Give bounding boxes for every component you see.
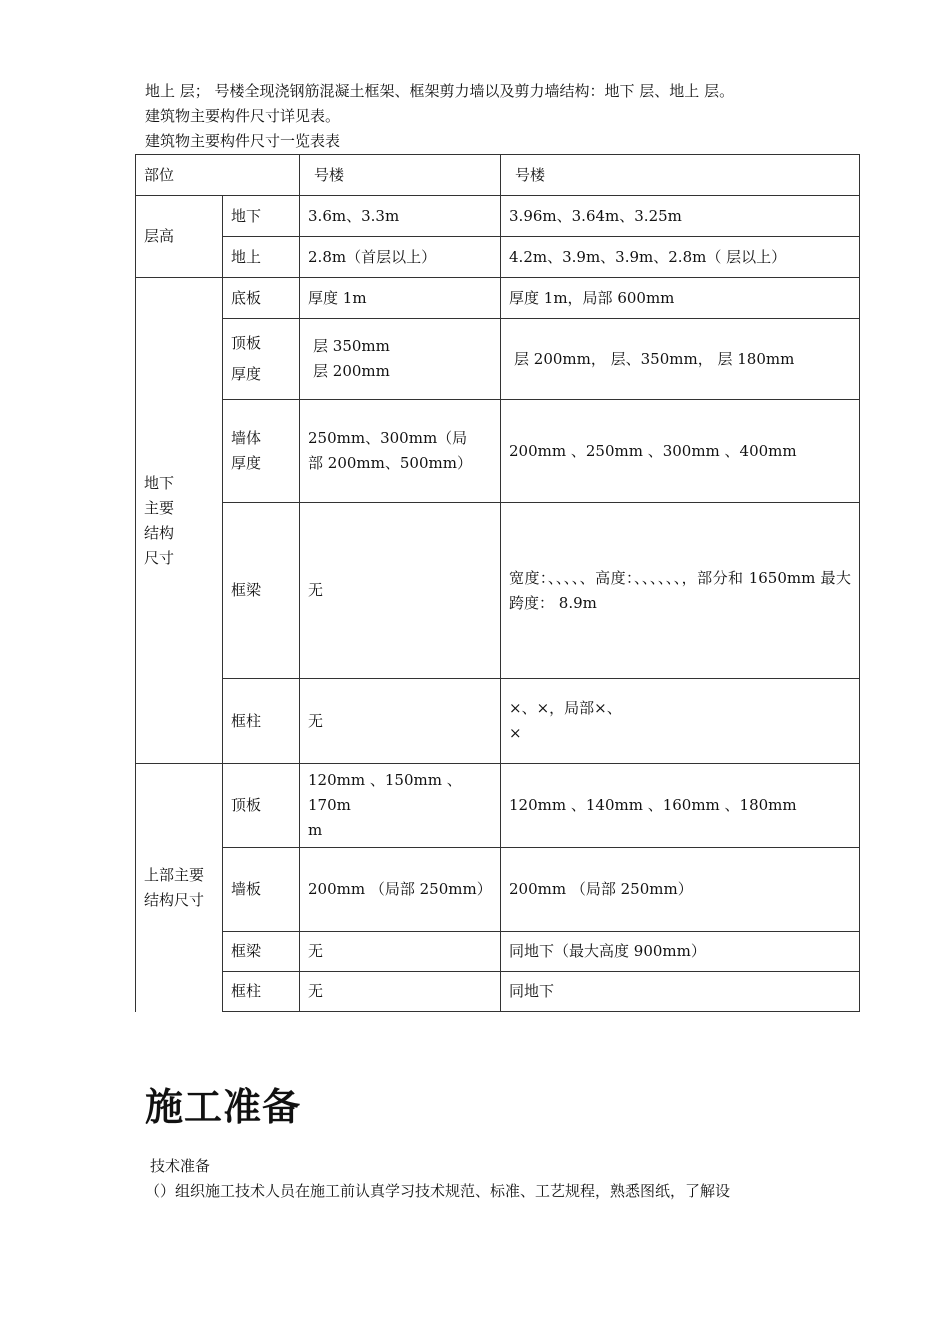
body-paragraph: （）组织施工技术人员在施工前认真学习技术规范、标准、工艺规程，熟悉图纸，了解设 <box>145 1182 731 1200</box>
cell-building-a: 厚度 1m <box>300 278 501 319</box>
cell-text: ×、×，局部×、 <box>509 699 622 717</box>
cell-building-a: 200mm （局部 250mm） <box>300 848 501 932</box>
label-text: 厚度 <box>231 454 262 472</box>
intro-line-1: 地上 层； 号楼全现浇钢筋混凝土框架、框架剪力墙以及剪力墙结构：地下 层、地上 层。 <box>145 82 735 100</box>
table-row <box>136 400 860 503</box>
row-label: 框柱 <box>223 679 300 764</box>
cell-building-b: 120mm 、140mm 、160mm 、180mm <box>501 764 860 848</box>
row-label: 地上 <box>223 237 300 278</box>
row-label <box>223 400 300 503</box>
cell-building-a <box>300 764 501 848</box>
table-row <box>136 278 860 319</box>
cell-building-b <box>501 679 860 764</box>
component-size-table <box>135 154 860 1012</box>
cell-building-b: 层 200mm， 层、350mm， 层 180mm <box>501 319 860 400</box>
row-label: 框梁 <box>223 932 300 972</box>
group-text: 上部主要 <box>144 865 205 884</box>
table-row <box>136 932 860 972</box>
cell-building-b: 200mm 、250mm 、300mm 、400mm <box>501 400 860 503</box>
row-label: 框柱 <box>223 972 300 1012</box>
cell-building-a <box>300 319 501 400</box>
cell-building-b: 3.96m、3.64m、3.25m <box>501 196 860 237</box>
group-text: 尺寸 <box>144 548 175 567</box>
intro-line-2: 建筑物主要构件尺寸详见表。 <box>145 107 341 125</box>
group-storey-height: 层高 <box>136 196 223 278</box>
label-text: 顶板 <box>231 334 262 352</box>
cell-building-a: 2.8m（首层以上） <box>300 237 501 278</box>
cell-building-b: 宽度：、、、、、高度：、、、、、、，部分和 1650mm 最大跨度： 8.9m <box>501 503 860 679</box>
table-row <box>136 237 860 278</box>
cell-text: 250mm、300mm（局 <box>308 429 468 447</box>
section-heading: 施工准备 <box>145 1085 302 1129</box>
table-row <box>136 848 860 932</box>
group-text: 地下 <box>144 473 175 492</box>
table-header-row <box>136 155 860 196</box>
cell-text: 层 200mm <box>313 362 390 380</box>
cell-building-a: 无 <box>300 503 501 679</box>
table-row <box>136 764 860 848</box>
cell-building-a: 无 <box>300 972 501 1012</box>
group-text: 主要 <box>144 498 175 517</box>
cell-building-b: 200mm （局部 250mm） <box>501 848 860 932</box>
group-text: 结构尺寸 <box>144 890 205 909</box>
row-label: 底板 <box>223 278 300 319</box>
row-label <box>223 319 300 400</box>
table-row <box>136 196 860 237</box>
cell-building-b: 厚度 1m，局部 600mm <box>501 278 860 319</box>
cell-building-b: 同地下 <box>501 972 860 1012</box>
table-row <box>136 319 860 400</box>
group-superstructure <box>136 764 223 1012</box>
cell-building-b: 4.2m、3.9m、3.9m、2.8m（ 层以上） <box>501 237 860 278</box>
row-label: 地下 <box>223 196 300 237</box>
table-caption: 建筑物主要构件尺寸一览表表 <box>145 132 341 150</box>
header-building-a: 号楼 <box>300 155 501 196</box>
table-row <box>136 503 860 679</box>
cell-building-b: 同地下（最大高度 900mm） <box>501 932 860 972</box>
cell-text: × <box>509 724 522 742</box>
label-text: 墙体 <box>231 429 262 447</box>
cell-building-a: 无 <box>300 932 501 972</box>
row-label: 墙板 <box>223 848 300 932</box>
group-underground-structure <box>136 278 223 764</box>
group-text: 结构 <box>144 523 175 542</box>
cell-building-a <box>300 400 501 503</box>
cell-building-a: 3.6m、3.3m <box>300 196 501 237</box>
cell-text: 部 200mm、500mm） <box>308 454 472 472</box>
cell-text: 层 350mm <box>313 337 390 355</box>
cell-text: m <box>308 821 323 839</box>
row-label: 顶板 <box>223 764 300 848</box>
table-row <box>136 679 860 764</box>
row-label: 框梁 <box>223 503 300 679</box>
table-row <box>136 972 860 1012</box>
cell-text: 120mm 、150mm 、170m <box>308 771 462 814</box>
header-location: 部位 <box>136 155 300 196</box>
label-text: 厚度 <box>231 365 262 383</box>
subheading: 技术准备 <box>150 1157 211 1175</box>
cell-building-a: 无 <box>300 679 501 764</box>
header-building-b: 号楼 <box>501 155 860 196</box>
